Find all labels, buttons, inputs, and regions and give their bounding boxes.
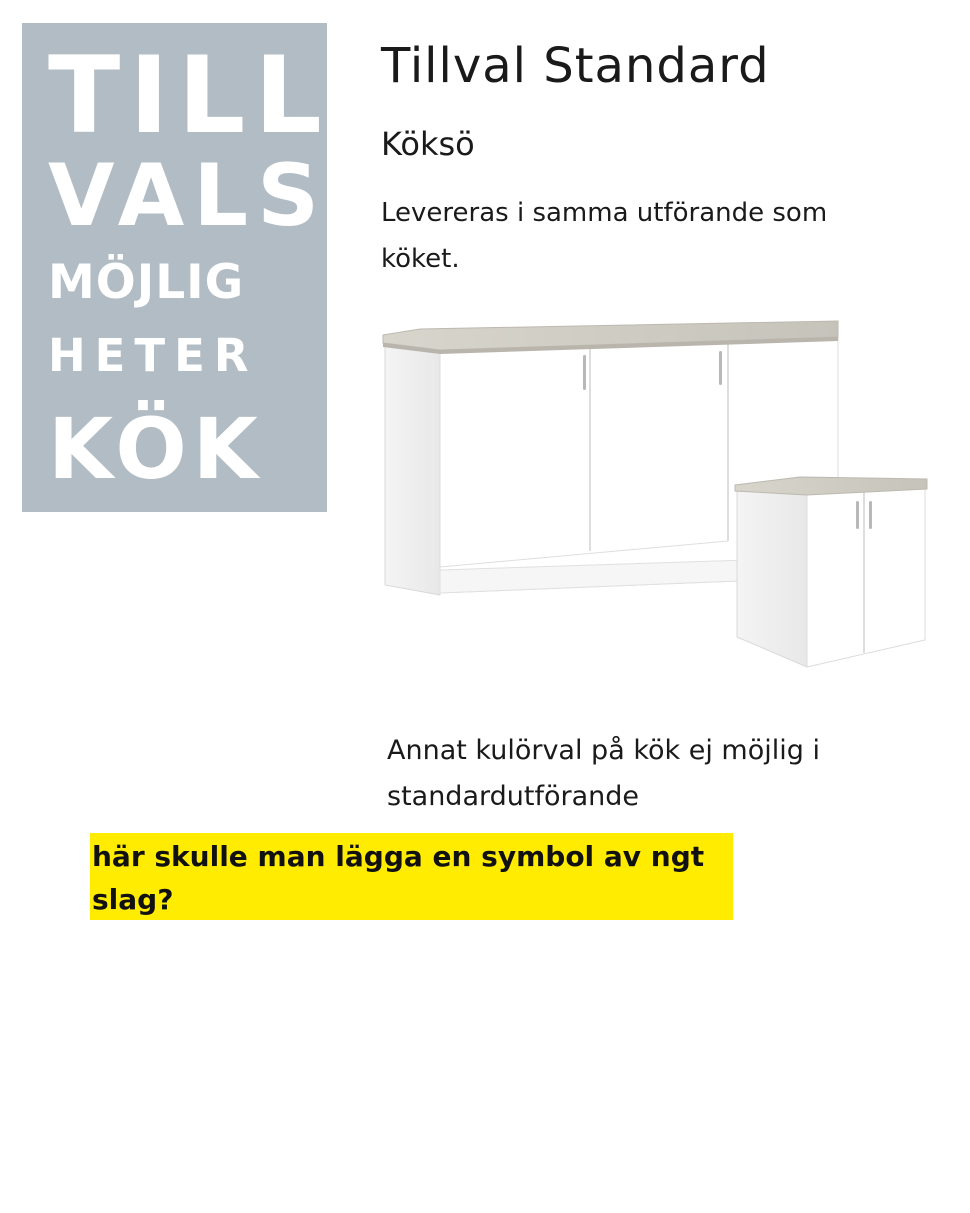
highlighted-comment: här skulle man lägga en symbol av ngt slag? [90, 833, 733, 920]
page-title: Tillval Standard [381, 38, 770, 94]
section-title: Köksö [381, 125, 475, 163]
side-panel-word-vals: VALS [48, 146, 329, 246]
side-panel-word-mojlig: MÖJLIG [48, 255, 245, 310]
small-cabinet [735, 477, 927, 667]
kitchen-island-illustration [380, 315, 940, 675]
side-panel [22, 23, 331, 512]
side-panel-word-till: TILL [48, 34, 331, 157]
color-note-text: Annat kulörval på kök ej möjlig i standardutförande [387, 735, 820, 812]
description-text: Levereras i samma utförande som köket. [381, 198, 828, 274]
side-panel-word-kok: KÖK [48, 400, 264, 498]
side-panel-word-heter: HETER [48, 329, 258, 382]
